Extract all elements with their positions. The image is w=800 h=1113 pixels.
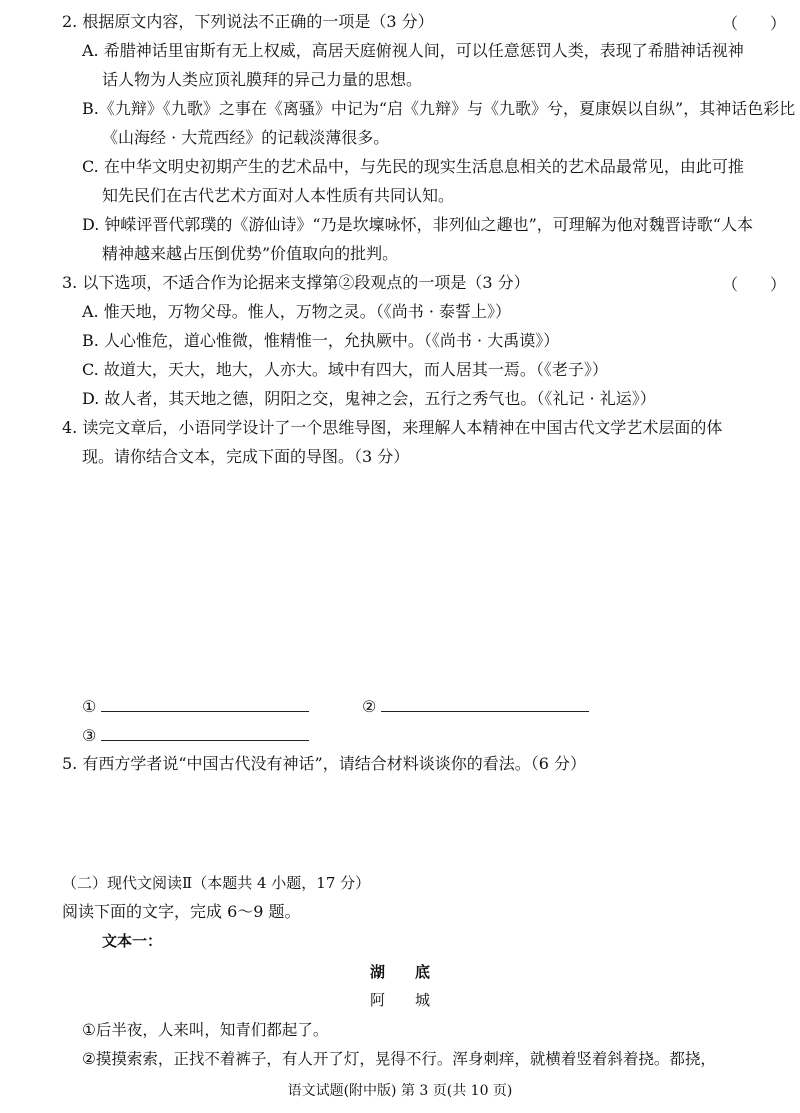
article-paragraph-2: ②摸摸索索，正找不着裤子，有人开了灯，晃得不行。浑身刺痒，就横着竖着斜着挠。都挠， [82,1050,716,1068]
q2-option-c-line1: C. 在中华文明史初期产生的艺术品中，与先民的现实生活息息相关的艺术品最常见，由此可推 [82,157,744,176]
q2-option-c-line2: 知先民们在古代艺术方面对人本性质有共同认知。 [102,186,455,205]
q2-option-a-line1: A. 希腊神话里宙斯有无上权威，高居天庭俯视人间，可以任意惩罚人类，表现了希腊神话视神 [82,41,744,60]
q2-stem: 2. 根据原文内容，下列说法不正确的一项是（3 分） [62,12,434,31]
q2-option-b-line1: B.《九辩》《九歌》之事在《离骚》中记为“启《九辩》与《九歌》兮，夏康娱以自纵”，其神话色彩比 [82,99,796,118]
text-one-label: 文本一： [102,932,163,950]
article-author: 阿 城 [369,991,430,1009]
q2-option-a-line2: 话人物为人类应顶礼膜拜的异己力量的思想。 [102,70,423,89]
q4-blank-3[interactable] [82,722,309,747]
section2-heading: （二）现代文阅读Ⅱ（本题共 4 小题，17 分） [62,874,371,892]
q3-stem: 3. 以下选项，不适合作为论据来支撑第②段观点的一项是（3 分） [62,273,530,292]
q2-answer-paren[interactable]: （ ） [722,14,787,33]
q3-option-d: D. 故人者，其天地之德，阴阳之交，鬼神之会，五行之秀气也。（《礼记 · 礼运》） [82,389,656,408]
section2-instruction: 阅读下面的文字，完成 6～9 题。 [62,902,301,921]
article-paragraph-1: ①后半夜，人来叫，知青们都起了。 [82,1021,329,1039]
q3-option-c: C. 故道大，天大，地大，人亦大。域中有四大，而人居其一焉。（《老子》） [82,360,608,379]
q4-stem-line1: 4. 读完文章后，小语同学设计了一个思维导图，来理解人本精神在中国古代文学艺术层面的体 [62,418,723,437]
q3-option-b: B. 人心惟危，道心惟微，惟精惟一，允执厥中。（《尚书 · 大禹谟》） [82,331,560,350]
answer-line-2[interactable] [381,693,589,712]
q2-option-d-line2: 精神越来越占压倒优势”价值取向的批判。 [102,244,399,263]
q3-option-a: A. 惟天地，万物父母。惟人，万物之灵。（《尚书 · 泰誓上》） [82,302,511,321]
article-title: 湖 底 [369,963,430,981]
answer-line-1[interactable] [101,693,309,712]
circled-one-label: ① [82,697,97,716]
q4-blank-2[interactable] [362,693,589,718]
q2-option-d-line1: D. 钟嵘评晋代郭璞的《游仙诗》“乃是坎壈咏怀，非列仙之趣也”，可理解为他对魏晋诗歌“人本 [82,215,753,234]
circled-two-label: ② [362,697,377,716]
q4-stem-line2: 现。请你结合文本，完成下面的导图。（3 分） [82,447,410,466]
q5-stem: 5. 有西方学者说“中国古代没有神话”，请结合材料谈谈你的看法。（6 分） [62,754,586,773]
q3-answer-paren[interactable]: （ ） [722,275,787,294]
circled-three-label: ③ [82,726,97,745]
q2-option-b-line2: 《山海经 · 大荒西经》的记载淡薄很多。 [102,128,390,147]
answer-line-3[interactable] [101,722,309,741]
page-footer: 语文试题(附中版) 第 3 页(共 10 页) [287,1083,513,1099]
q4-blank-1[interactable] [82,693,309,718]
